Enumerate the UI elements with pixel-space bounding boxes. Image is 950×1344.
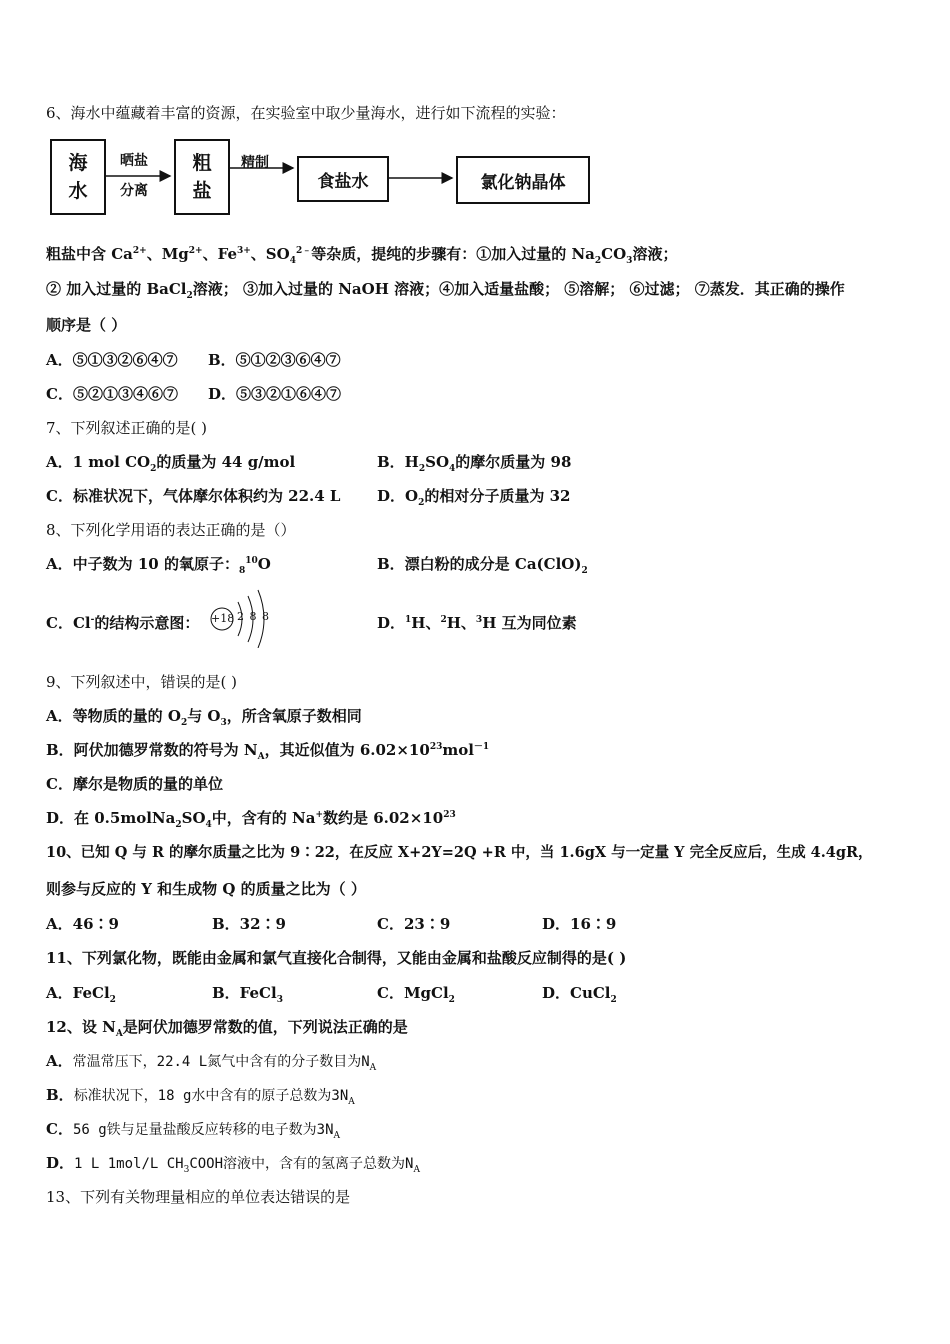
q10-option-b: B．32∶9 <box>212 915 286 933</box>
q11-option-b: B．FeCl$_3$ <box>212 984 283 1005</box>
q11-option-a: A．FeCl$_2$ <box>46 984 116 1005</box>
q6-option-b: B．⑤①②③⑥④⑦ <box>208 351 341 369</box>
q12-stem: 12、设 $N_A$是阿伏加德罗常数的值，下列说法正确的是 <box>46 1018 408 1039</box>
q10-stem-line1: 10、已知 Q 与 R 的摩尔质量之比为 9∶22，在反应 X+2Y=2Q +R 中，当 1.6gX 与一定量 Y 完全反应后，生成 4.4gR， <box>46 844 873 861</box>
flow-box-seawater-char2: 水 <box>68 180 88 202</box>
q11-stem: 11、下列氯化物，既能由金属和氯气直接化合制得，又能由金属和盐酸反应制得的是( ) <box>46 949 627 967</box>
q8-option-b: B．漂白粉的成分是 $Ca(ClO)_2$ <box>377 555 588 576</box>
q10-option-a: A．46∶9 <box>46 915 119 933</box>
q8-option-d: D．$^1$H、$^2$H、$^3$H 互为同位素 <box>377 614 577 632</box>
q7-option-c: C．标准状况下，气体摩尔体积约为 22.4 L <box>46 487 341 505</box>
q6-option-a: A．⑤①③②⑥④⑦ <box>46 351 178 369</box>
q12-option-c: C．56 g铁与足量盐酸反应转移的电子数为$3N_A$ <box>46 1120 341 1141</box>
flow-arrow2-label: 精制 <box>241 155 269 171</box>
q8-stem: 8、下列化学用语的表达正确的是（） <box>46 521 296 539</box>
flow-arrow1-bottom-label: 分离 <box>120 183 148 199</box>
q11-option-d: D．CuCl$_2$ <box>542 984 617 1005</box>
q7-option-b: B．$H_2SO_4$的摩尔质量为 98 <box>377 453 572 474</box>
q10-stem-line2: 则参与反应的 Y 和生成物 Q 的质量之比为（ ） <box>46 880 366 898</box>
flow-box-crude-salt-char1: 粗 <box>192 152 212 174</box>
cl-ion-structure-diagram <box>206 586 276 648</box>
q10-option-c: C．23∶9 <box>377 915 451 933</box>
flow-box-brine: 食盐水 <box>297 156 389 202</box>
q8-option-c: C．Cl-的结构示意图： <box>46 614 200 632</box>
q9-option-b: B．阿伏加德罗常数的符号为 $N_A$，其近似值为 $6.02\times 10^{23}mol^{-1}$ <box>46 741 490 762</box>
q12-option-b: B．标准状况下，18 g水中含有的原子总数为$3N_A$ <box>46 1086 355 1107</box>
q9-option-c: C．摩尔是物质的量的单位 <box>46 775 223 793</box>
q6-option-d: D．⑤③②①⑥④⑦ <box>208 385 342 403</box>
cl-nucleus-label: +18 <box>211 612 235 625</box>
q12-option-d: D．1 L 1mol/L $CH_3COOH$溶液中，含有的氢离子总数为$N_A$ <box>46 1154 420 1175</box>
q12-option-a: A．常温常压下，22.4 L氮气中含有的分子数目为$N_A$ <box>46 1052 377 1073</box>
q7-option-a: A．1 mol $CO_2$的质量为 44 g/mol <box>46 453 296 474</box>
flow-box-seawater-char1: 海 <box>68 152 88 174</box>
cl-shell-electrons: 2 8 8 <box>237 610 270 623</box>
q6-stem: 6、海水中蕴藏着丰富的资源，在实验室中取少量海水，进行如下流程的实验： <box>46 104 566 122</box>
q8-option-a: A．中子数为 10 的氧原子：$_8^{10}$O <box>46 555 271 576</box>
q10-option-d: D．16∶9 <box>542 915 617 933</box>
q6-option-c: C．⑤②①③④⑥⑦ <box>46 385 178 403</box>
q13-stem: 13、下列有关物理量相应的单位表达错误的是 <box>46 1188 351 1206</box>
flow-arrows <box>0 0 950 240</box>
q11-option-c: C．MgCl$_2$ <box>377 984 455 1005</box>
q7-stem: 7、下列叙述正确的是( ) <box>46 419 208 437</box>
q6-line2: ② 加入过量的 BaCl$_2$溶液； ③加入过量的 NaOH 溶液；④加入适量盐酸； ⑤溶解； ⑥过滤； ⑦蒸发．其正确的操作 <box>46 280 845 301</box>
flow-box-crude-salt-char2: 盐 <box>192 180 212 202</box>
q6-line1: 粗盐中含 $Ca^{2+}$、$Mg^{2+}$、$Fe^{3+}$、$SO_4^{2﹣}$等杂质，提纯的步骤有：①加入过量的 $Na_2CO_3$溶液； <box>46 245 678 266</box>
q9-option-d: D．在 $0.5molNa_2SO_4$中，含有的 Na+数约是 $6.02\times 10^{23}$ <box>46 809 456 830</box>
flow-arrow1-top-label: 晒盐 <box>120 153 148 169</box>
q6-line3: 顺序是（ ） <box>46 316 127 334</box>
q9-stem: 9、下列叙述中，错误的是( ) <box>46 673 238 691</box>
q7-option-d: D．$O_2$的相对分子质量为 32 <box>377 487 571 508</box>
flow-box-nacl-crystal: 氯化钠晶体 <box>456 156 590 204</box>
q9-option-a: A．等物质的量的 $O_2$与 $O_3$，所含氧原子数相同 <box>46 707 362 728</box>
